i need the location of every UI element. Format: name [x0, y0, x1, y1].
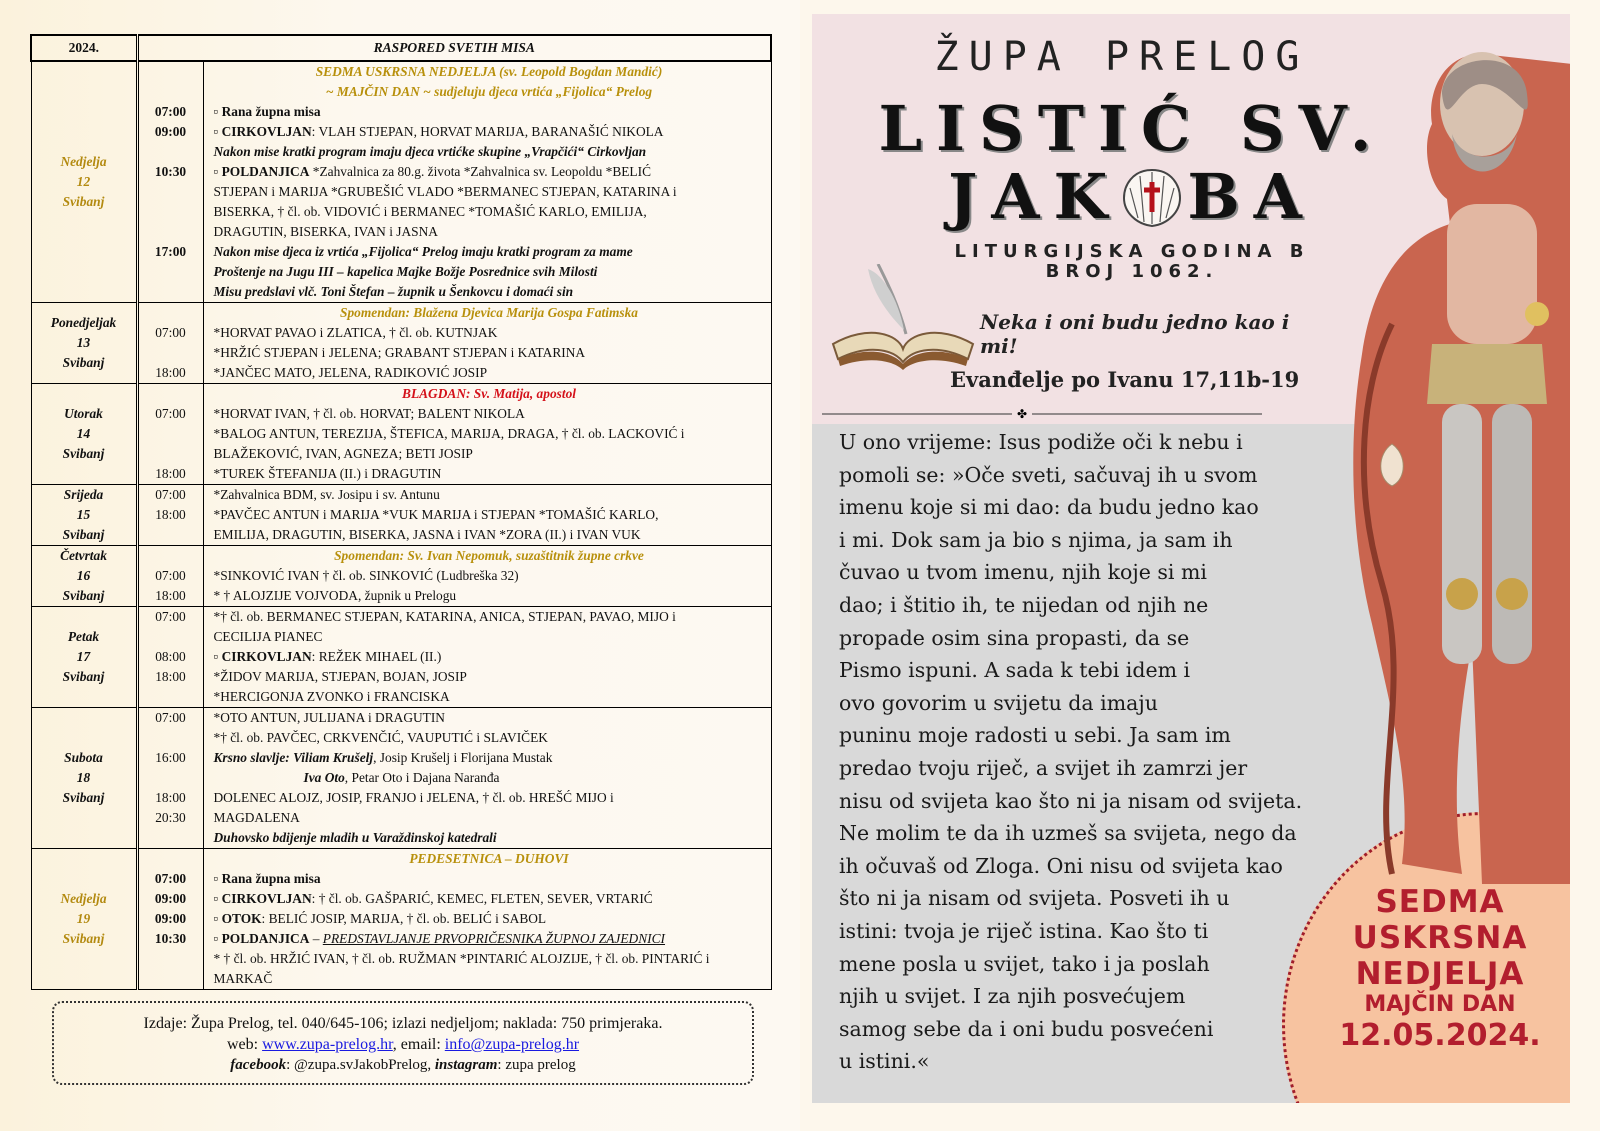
intention-pre: ▫	[213, 164, 222, 179]
intention-text: Proštenje na Jugu III – kapelica Majke Božje Posrednice svih Milosti	[213, 264, 598, 279]
intention-text: ~ MAJČIN DAN ~ sudjeluju djeca vrtića „Fijolica“ Prelog	[325, 84, 653, 99]
mass-times	[137, 61, 203, 303]
intention-text: *HORVAT IVAN, † čl. ob. HORVAT; BALENT NIKOLA	[213, 406, 525, 421]
schedule-day-row	[31, 61, 771, 303]
mass-time: 18:00	[155, 588, 186, 603]
intention-line	[214, 728, 765, 748]
schedule-day-row	[31, 303, 771, 384]
day-label	[31, 303, 137, 384]
intention-line	[214, 424, 765, 444]
badge-date: 12.05.2024.	[1339, 1018, 1541, 1053]
mass-time: 07:00	[154, 104, 187, 119]
intention-line	[214, 708, 765, 728]
intention-text: STJEPAN i MARIJA *GRUBEŠIĆ VLADO *BERMANEC STJEPAN, KATARINA i	[213, 184, 677, 199]
intention-text: SEDMA USKRSNA NEDJELJA (sv. Leopold Bogdan Mandić)	[315, 64, 663, 79]
intention-text: CECILIJA PIANEC	[213, 629, 323, 644]
mass-time: 18:00	[155, 507, 186, 522]
intention-line	[214, 505, 765, 525]
intention-line	[214, 687, 765, 707]
mass-times	[137, 708, 203, 849]
mass-schedule-table	[30, 34, 772, 990]
intention-line	[214, 343, 765, 363]
intention-text: *HERCIGONJA ZVONKO i FRANCISKA	[213, 689, 450, 704]
intention-bold: OTOK	[221, 911, 262, 926]
intention-text: Duhovsko bdijenje mladih u Varaždinskoj katedrali	[213, 830, 497, 845]
day-label-line: Svibanj	[62, 355, 105, 370]
mass-time	[139, 62, 203, 82]
schedule-title: RASPORED SVETIH MISA	[137, 35, 771, 61]
intention-line	[214, 202, 765, 222]
intention-line	[214, 363, 765, 383]
intention-text: , Josip Krušelj i Florijana Mustak	[373, 750, 553, 765]
badge-line1: SEDMA	[1375, 884, 1505, 920]
intention-line	[214, 444, 765, 464]
intention-line	[214, 384, 765, 404]
mass-time: 07:00	[155, 406, 186, 421]
intention-line	[214, 102, 765, 122]
mass-intentions	[203, 849, 771, 990]
intention-line	[214, 929, 765, 949]
intention-line	[214, 82, 765, 102]
intention-bolditalic: Iva Oto	[303, 770, 345, 785]
theme-quote: Neka i oni budu jedno kao i mi!	[980, 310, 1290, 358]
scallop-shell-icon	[1120, 166, 1184, 230]
mass-time: 08:00	[155, 649, 186, 664]
intention-pre: ▫	[213, 649, 222, 664]
intention-text: *Zahvalnica BDM, sv. Josipu i sv. Antunu	[213, 487, 440, 502]
mass-time: 10:30	[154, 931, 187, 946]
intention-line	[214, 607, 765, 627]
mass-time	[139, 949, 203, 969]
intention-line	[214, 889, 765, 909]
intention-line	[214, 323, 765, 343]
publisher-footer	[52, 1001, 754, 1085]
cover-page	[812, 14, 1570, 1103]
parish-name: ŽUPA PRELOG	[934, 34, 1310, 80]
mass-times	[137, 546, 203, 607]
mass-time: 18:00	[155, 365, 186, 380]
intention-line	[214, 808, 765, 828]
intention-text: * † čl. ob. HRŽIĆ IVAN, † čl. ob. RUŽMAN *PINTARIĆ ALOJZIJE, † čl. ob. PINTARIĆ i	[213, 951, 710, 966]
mass-time	[139, 969, 203, 989]
intention-bold: POLDANJICA	[221, 164, 310, 179]
mass-time: 09:00	[154, 911, 187, 926]
intention-text: PEDESETNICA – DUHOVI	[409, 851, 569, 866]
mass-time	[139, 546, 203, 566]
intention-text: EMILIJA, DRAGUTIN, BISERKA, JASNA i IVAN *ZORA (II.) i IVAN VUK	[213, 527, 641, 542]
day-label-line: 17	[76, 649, 91, 664]
day-label-line: Četvrtak	[60, 548, 107, 563]
intention-text: *PAVČEC ANTUN i MARIJA *VUK MARIJA i STJEPAN *TOMAŠIĆ KARLO,	[213, 507, 659, 522]
mass-time: 09:00	[154, 891, 187, 906]
intention-line	[214, 627, 765, 647]
intention-text: BLAGDAN: Sv. Matija, apostol	[402, 386, 576, 401]
intention-text: *Zahvalnica za 80.g. života *Zahvalnica sv. Leopoldu *BELIĆ	[309, 164, 652, 179]
day-label-line: 16	[76, 568, 91, 583]
day-label	[31, 61, 137, 303]
mass-times	[137, 849, 203, 990]
mass-time	[139, 182, 203, 202]
intention-line	[214, 162, 765, 182]
mass-time: 07:00	[155, 710, 186, 725]
intention-line	[214, 566, 765, 586]
intention-pre: ▫	[213, 124, 222, 139]
intention-text: ▫ Rana župna misa	[213, 871, 321, 886]
mass-time: 20:30	[155, 810, 186, 825]
footer-publisher-line: Izdaje: Župa Prelog, tel. 040/645-106; izlazi nedjeljom; naklada: 750 primjeraka.	[143, 1015, 663, 1032]
mass-intentions	[203, 485, 771, 546]
mass-time	[139, 222, 203, 242]
day-label-line: Svibanj	[62, 194, 105, 209]
intention-line	[214, 222, 765, 242]
intention-line	[214, 768, 765, 788]
intention-text: *OTO ANTUN, JULIJANA i DRAGUTIN	[213, 710, 445, 725]
mass-intentions	[203, 303, 771, 384]
schedule-year: 2024.	[31, 35, 137, 61]
day-label-line: 15	[76, 507, 91, 522]
mass-time	[139, 627, 203, 647]
mass-time	[139, 142, 203, 162]
intention-text: : REŽEK MIHAEL (II.)	[311, 649, 442, 664]
intention-text: DRAGUTIN, BISERKA, IVAN i JASNA	[213, 224, 438, 239]
intention-text: : VLAH STJEPAN, HORVAT MARIJA, BARANAŠIĆ NIKOLA	[311, 124, 664, 139]
intention-bold: CIRKOVLJAN	[221, 124, 312, 139]
mass-time: 09:00	[154, 124, 187, 139]
svg-text:✤: ✤	[1016, 409, 1028, 419]
intention-text: *† čl. ob. PAVČEC, CRKVENČIĆ, VAUPUTIĆ i SLAVIČEK	[213, 730, 548, 745]
mass-time: 07:00	[154, 871, 187, 886]
mass-time: 18:00	[155, 669, 186, 684]
mass-time: 18:00	[155, 466, 186, 481]
mass-time	[139, 768, 203, 788]
schedule-day-row	[31, 849, 771, 990]
schedule-day-row	[31, 708, 771, 849]
intention-line	[214, 142, 765, 162]
gospel-reference: Evanđelje po Ivanu 17,11b-19	[950, 367, 1300, 392]
intention-text: : † čl. ob. GAŠPARIĆ, KEMEC, FLETEN, SEVER, VRTARIĆ	[311, 891, 653, 906]
intention-text: *HRŽIĆ STJEPAN i JELENA; GRABANT STJEPAN i KATARINA	[213, 345, 586, 360]
intention-text: *HORVAT PAVAO i ZLATICA, † čl. ob. KUTNJAK	[213, 325, 498, 340]
mass-time	[139, 82, 203, 102]
mass-time	[139, 424, 203, 444]
day-label-line: Svibanj	[62, 588, 105, 603]
intention-line	[214, 647, 765, 667]
intention-text: *SINKOVIĆ IVAN † čl. ob. SINKOVIĆ (Ludbreška 32)	[213, 568, 519, 583]
day-label	[31, 485, 137, 546]
intention-text: : BELIĆ JOSIP, MARIJA, † čl. ob. BELIĆ i SABOL	[261, 911, 547, 926]
day-label-line: Subota	[64, 750, 103, 765]
intention-line	[214, 464, 765, 484]
intention-text: *† čl. ob. BERMANEC STJEPAN, KATARINA, ANICA, STJEPAN, PAVAO, MIJO i	[213, 609, 676, 624]
intention-line	[214, 404, 765, 424]
intention-line	[214, 182, 765, 202]
intention-text: *ŽIDOV MARIJA, STJEPAN, BOJAN, JOSIP	[213, 669, 467, 684]
ornament-divider-icon	[822, 409, 1262, 419]
mass-time	[139, 828, 203, 848]
mass-times	[137, 384, 203, 485]
mass-time	[139, 384, 203, 404]
email-link[interactable]: info@zupa-prelog.hr	[444, 1036, 580, 1053]
mass-time: 07:00	[155, 609, 186, 624]
day-label-line: Svibanj	[62, 669, 105, 684]
schedule-day-row	[31, 485, 771, 546]
day-label-line: Srijeda	[63, 487, 104, 502]
mass-time	[139, 343, 203, 363]
day-label-line: 19	[76, 911, 91, 926]
intention-line	[214, 949, 765, 969]
mass-time: 16:00	[155, 750, 186, 765]
mass-times	[137, 485, 203, 546]
mass-time: 10:30	[154, 164, 187, 179]
intention-bold: POLDANJICA	[221, 931, 310, 946]
day-label-line: Utorak	[64, 406, 103, 421]
gospel-text: U ono vrijeme: Isus podiže oči k nebu i pomoli se: »Oče sveti, sačuvaj ih u svom imenu koje si mi dao: da budu jedno kao i mi. Dok sam ja bio s njima, ja sam ih čuvao u tvom imenu, njih koje si mi dao; i štitio ih, te nijedan od njih ne propade osim sina propasti, da se Pismo ispuni. A sada k tebi idem i ovo govorim u svijetu da imaju puninu moje radosti u sebi. Ja sam im predao tvoju riječ, a svijet ih zamrzi jer nisu od svijeta kao što ni ja nisam od svijeta. Ne molim te da ih uzmeš sa svijeta, nego da ih očuvaš od Zloga. Oni nisu od svijeta kao što ni ja nisam od svijeta. Posveti ih u istini: tvoja je riječ istina. Kao što ti mene posla u svijet, tako i ja poslah njih u svijet. I za njih posvećujem samog sebe da i oni budu posvećeni u istini.«	[839, 430, 1303, 1074]
intention-text: BISERKA, † čl. ob. VIDOVIĆ i BERMANEC *TOMAŠIĆ KARLO, EMILIJA,	[213, 204, 647, 219]
liturgical-year: LITURGIJSKA GODINA B	[954, 241, 1310, 262]
mass-intentions	[203, 546, 771, 607]
schedule-header-row	[31, 35, 771, 61]
intention-text: MARKAČ	[213, 971, 273, 986]
intention-pre: ▫	[213, 931, 222, 946]
mass-time: 07:00	[155, 487, 186, 502]
intention-line	[214, 748, 765, 768]
intention-text: DOLENEC ALOJZ, JOSIP, FRANJO i JELENA, † čl. ob. HREŠĆ MIJO i	[213, 790, 614, 805]
day-label-line: 12	[76, 174, 91, 189]
mass-times	[137, 303, 203, 384]
intention-line	[214, 525, 765, 545]
day-label-line: Nedjelja	[60, 154, 107, 169]
newsletter-title-line1: LISTIĆ SV.	[878, 92, 1386, 165]
intention-line	[214, 969, 765, 989]
intention-line	[214, 667, 765, 687]
mass-time	[139, 849, 203, 869]
title-jak: JAK	[948, 160, 1122, 233]
intention-text: Nakon mise djeca iz vrtića „Fijolica“ Prelog imaju kratki program za mame	[213, 244, 633, 259]
badge-mothers-day: MAJČIN DAN	[1364, 992, 1516, 1017]
mass-intentions	[203, 607, 771, 708]
intention-bold: CIRKOVLJAN	[221, 891, 312, 906]
mass-time: 17:00	[154, 244, 187, 259]
schedule-day-row	[31, 546, 771, 607]
intention-text: Spomendan: Sv. Ivan Nepomuk, suzaštitnik župne crkve	[334, 548, 644, 563]
intention-line	[214, 262, 765, 282]
mass-intentions	[203, 708, 771, 849]
mass-time: 07:00	[155, 325, 186, 340]
day-label	[31, 607, 137, 708]
intention-line	[214, 546, 765, 566]
footer-social-line	[54, 1055, 752, 1076]
website-link[interactable]: www.zupa-prelog.hr	[262, 1036, 393, 1053]
intention-line	[214, 303, 765, 323]
mass-intentions	[203, 61, 771, 303]
book-and-quill-icon	[828, 264, 978, 374]
day-label-line: 14	[76, 426, 91, 441]
badge-line3: NEDJELJA	[1355, 956, 1525, 992]
issue-number: BROJ 1062.	[1045, 261, 1219, 282]
footer-contact-line	[54, 1034, 752, 1055]
intention-pre: ▫	[213, 911, 222, 926]
instagram-handle: : zupa prelog	[497, 1057, 576, 1073]
mass-time	[139, 444, 203, 464]
mass-time	[139, 303, 203, 323]
intention-text: * † ALOJZIJE VOJVODA, župnik u Prelogu	[213, 588, 457, 603]
day-label-line: Ponedjeljak	[50, 315, 117, 330]
footer-web-label: web:	[226, 1036, 263, 1053]
day-label-line: Nedjelja	[60, 891, 107, 906]
day-label-line: Svibanj	[62, 931, 105, 946]
intention-line	[214, 122, 765, 142]
intention-text: BLAŽEKOVIĆ, IVAN, AGNEZA; BETI JOSIP	[213, 446, 473, 461]
intention-line	[214, 586, 765, 606]
mass-time	[139, 728, 203, 748]
schedule-day-row	[31, 607, 771, 708]
day-label-line: 13	[76, 335, 91, 350]
sunday-badge	[1320, 884, 1560, 1054]
intention-line	[214, 788, 765, 808]
day-label-line: Svibanj	[62, 446, 105, 461]
day-label-line: Svibanj	[62, 527, 105, 542]
intention-line	[214, 869, 765, 889]
intention-line	[214, 828, 765, 848]
mass-time	[139, 525, 203, 545]
intention-pre: ▫	[213, 891, 222, 906]
intention-text: Misu predslavi vlč. Toni Štefan – župnik u Šenkovcu i domaći sin	[213, 284, 574, 299]
intention-line	[214, 485, 765, 505]
mass-time	[139, 202, 203, 222]
instagram-label: instagram	[434, 1057, 498, 1073]
mass-time: 07:00	[155, 568, 186, 583]
intention-text: *BALOG ANTUN, TEREZIJA, ŠTEFICA, MARIJA, DRAGA, † čl. ob. LACKOVIĆ i	[213, 426, 685, 441]
intention-text: Nakon mise kratki program imaju djeca vrtićke skupine „Vrapčići“ Cirkovljan	[213, 144, 647, 159]
day-label-line: Petak	[67, 629, 100, 644]
day-label-line: 18	[76, 770, 91, 785]
intention-text: ▫ Rana župna misa	[213, 104, 321, 119]
mass-time: 18:00	[155, 790, 186, 805]
intention-line	[214, 62, 765, 82]
intention-line	[214, 849, 765, 869]
facebook-handle: : @zupa.svJakobPrelog,	[286, 1057, 435, 1073]
day-label	[31, 849, 137, 990]
intention-text: –	[309, 931, 323, 946]
day-label	[31, 384, 137, 485]
intention-text: MAGDALENA	[213, 810, 300, 825]
intention-line	[214, 282, 765, 302]
intention-bold: CIRKOVLJAN	[221, 649, 312, 664]
mass-time	[139, 262, 203, 282]
intention-text: , Petar Oto i Dajana Naranđa	[344, 770, 500, 785]
mass-time	[139, 282, 203, 302]
mass-times	[137, 607, 203, 708]
footer-email-label: , email:	[392, 1036, 445, 1053]
intention-line	[214, 242, 765, 262]
mass-time	[139, 687, 203, 707]
intention-text: *TUREK ŠTEFANIJA (II.) i DRAGUTIN	[213, 466, 442, 481]
mass-intentions	[203, 384, 771, 485]
day-label	[31, 546, 137, 607]
intention-text: *JANČEC MATO, JELENA, RADIKOVIĆ JOSIP	[213, 365, 488, 380]
badge-line2: USKRSNA	[1352, 920, 1528, 956]
day-label	[31, 708, 137, 849]
intention-bolditalic: Krsno slavlje: Viliam Krušelj	[213, 750, 374, 765]
schedule-day-row	[31, 384, 771, 485]
intention-text: Spomendan: Blažena Djevica Marija Gospa Fatimska	[340, 305, 638, 320]
intention-line	[214, 909, 765, 929]
title-ba: BA	[1187, 160, 1316, 233]
facebook-label: facebook	[230, 1057, 287, 1073]
day-label-line: Svibanj	[62, 790, 105, 805]
intention-underline: PREDSTAVLJANJE PRVOPRIČESNIKA ŽUPNOJ ZAJEDNICI	[322, 931, 666, 946]
